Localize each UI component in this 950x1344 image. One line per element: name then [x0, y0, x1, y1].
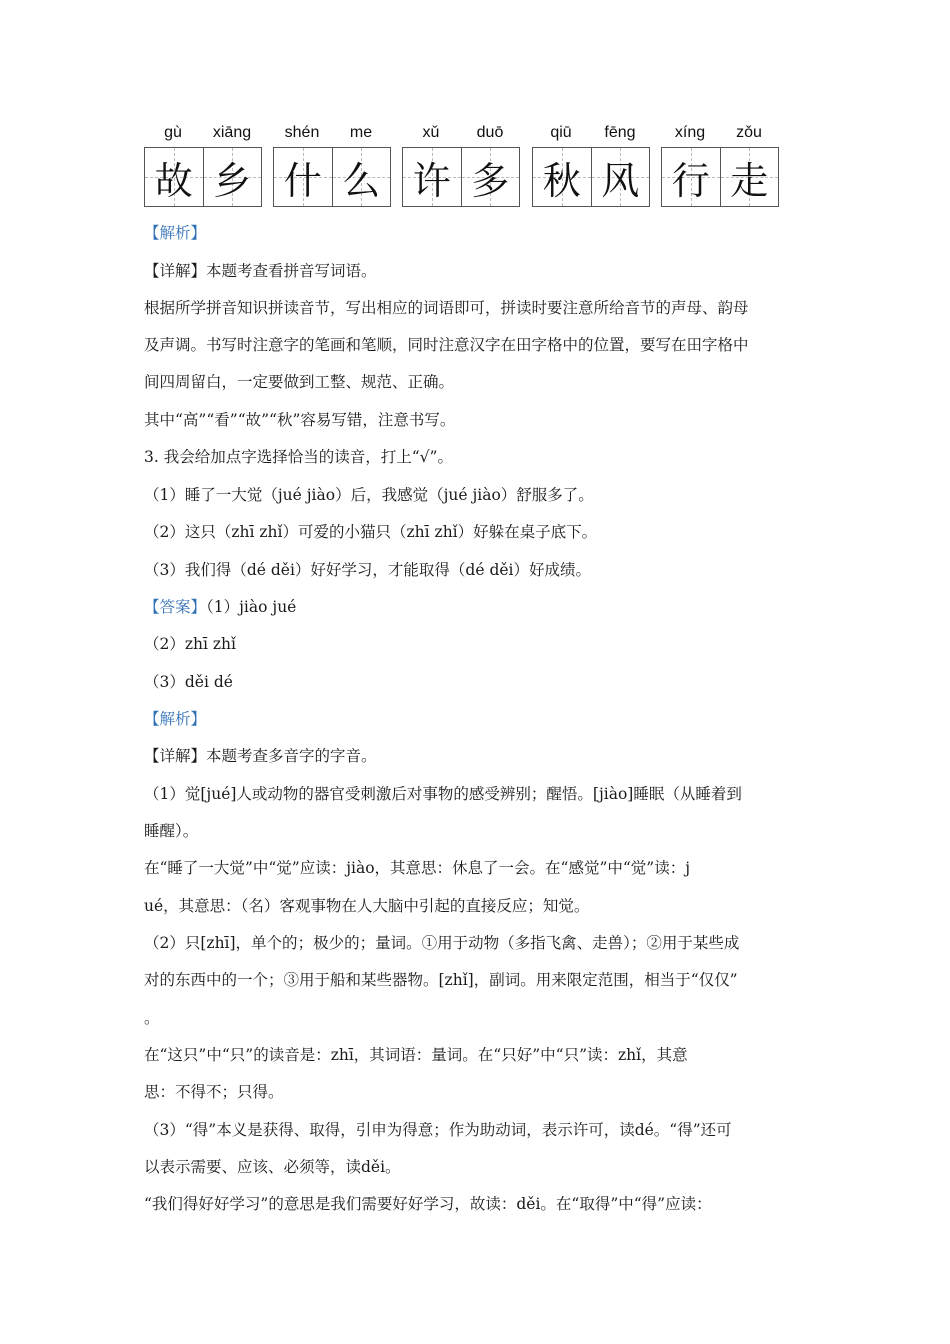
- tianzige-pair: [661, 147, 779, 207]
- line-text: 【详解】本题考查多音字的字音。: [144, 747, 377, 765]
- tianzige-cell: [274, 148, 332, 206]
- line-text: 以表示需要、应该、必须等，读děi。: [144, 1158, 401, 1176]
- text-line: [144, 1081, 814, 1103]
- line-text: （2）zhī zhǐ: [144, 635, 237, 653]
- pinyin: xǔ: [422, 124, 440, 141]
- text-line: [144, 1044, 814, 1066]
- pinyin: fēng: [604, 124, 636, 141]
- tianzige-cell: [533, 148, 591, 206]
- answer-line: [144, 596, 814, 618]
- text-line: [144, 857, 814, 879]
- text-line: [144, 222, 814, 244]
- tianzige-row: [144, 147, 784, 207]
- line-text: （2）这只（zhī zhǐ）可爱的小猫只（zhī zhǐ）好躲在桌子底下。: [144, 523, 598, 541]
- line-text: 。: [144, 1009, 160, 1027]
- text-line: [144, 297, 814, 319]
- tianzige-pair: [144, 147, 262, 207]
- line-text: 在“睡了一大觉”中“觉”应读：jiào，其意思：休息了一会。在“感觉”中“觉”读：j: [144, 859, 691, 877]
- hanzi: 许: [412, 158, 451, 203]
- pinyin: zǒu: [736, 124, 762, 141]
- text-line: [144, 559, 814, 581]
- pinyin: shén: [284, 124, 320, 141]
- line-text: 其中“高”“看”“故”“秋”容易写错，注意书写。: [144, 411, 456, 429]
- section-tag: 【解析】: [144, 710, 207, 728]
- text-line: [144, 969, 814, 991]
- line-text: （3）我们得（dé děi）好好学习，才能取得（dé děi）好成绩。: [144, 561, 592, 579]
- hanzi: 什: [283, 158, 322, 203]
- question-title: [144, 446, 814, 468]
- line-text: 对的东西中的一个；③用于船和某些器物。[zhǐ]，副词。用来限定范围，相当于“仅仅”: [144, 971, 738, 989]
- hanzi: 么: [342, 158, 381, 203]
- text-line: [144, 1119, 814, 1141]
- line-text: ué，其意思：（名）客观事物在人大脑中引起的直接反应；知觉。: [144, 897, 590, 915]
- line-text: 3. 我会给加点字选择恰当的读音，打上“√”。: [144, 448, 453, 466]
- text-line: [144, 1193, 814, 1215]
- text-line: [144, 783, 814, 805]
- hanzi: 走: [730, 158, 769, 203]
- pinyin: xiāng: [212, 124, 252, 141]
- line-text: （1）睡了一大觉（jué jiào）后，我感觉（jué jiào）舒服多了。: [144, 486, 594, 504]
- tianzige-cell: [403, 148, 461, 206]
- text-line: [144, 1156, 814, 1178]
- hanzi: 多: [471, 158, 510, 203]
- line-text: 及声调。书写时注意字的笔画和笔顺，同时注意汉字在田字格中的位置，要写在田字格中: [144, 336, 749, 354]
- line-text: （3）“得”本义是获得、取得，引申为得意；作为助动词，表示许可，读dé。“得”还可: [144, 1121, 732, 1139]
- text-line: [144, 745, 814, 767]
- tianzige-cell: [461, 148, 520, 206]
- text-line: [144, 260, 814, 282]
- text-line: [144, 708, 814, 730]
- pinyin: me: [349, 124, 373, 141]
- pinyin: qiū: [550, 124, 572, 141]
- text-line: [144, 932, 814, 954]
- tianzige-cell: [591, 148, 650, 206]
- tianzige-pair: [273, 147, 391, 207]
- tianzige-cell: [662, 148, 720, 206]
- pinyin-row: [144, 124, 784, 146]
- line-text: 根据所学拼音知识拼读音节，写出相应的词语即可，拼读时要注意所给音节的声母、韵母: [144, 299, 749, 317]
- line-text: （3）děi dé: [144, 673, 233, 691]
- tianzige-pair: [402, 147, 520, 207]
- text-line: [144, 409, 814, 431]
- line-text: “我们得好好学习”的意思是我们需要好好学习，故读：děi。在“取得”中“得”应读：: [144, 1195, 712, 1213]
- line-text: 间四周留白，一定要做到工整、规范、正确。: [144, 373, 455, 391]
- answer-line: [144, 671, 814, 693]
- tianzige-cell: [720, 148, 779, 206]
- line-text: 睡醒）。: [144, 822, 199, 840]
- text-line: [144, 484, 814, 506]
- line-text: （1）jiào jué: [206, 598, 297, 616]
- line-text: （2）只[zhī]，单个的；极少的；量词。①用于动物（多指飞禽、走兽）；②用于某些成: [144, 934, 740, 952]
- answer-line: [144, 633, 814, 655]
- hanzi: 风: [601, 158, 640, 203]
- hanzi: 乡: [213, 158, 252, 203]
- line-text: 思：不得不；只得。: [144, 1083, 284, 1101]
- section-tag: 【解析】: [144, 224, 207, 242]
- text-line: [144, 521, 814, 543]
- section-tag: 【答案】: [144, 598, 207, 616]
- hanzi: 故: [154, 158, 193, 203]
- line-text: 在“这只”中“只”的读音是：zhī，其词语：量词。在“只好”中“只”读：zhǐ，其意: [144, 1046, 688, 1064]
- tianzige-pair: [532, 147, 650, 207]
- tianzige-cell: [145, 148, 203, 206]
- pinyin: gù: [164, 124, 182, 141]
- line-text: （1）觉[jué]人或动物的器官受刺激后对事物的感受辨别；醒悟。[jiào]睡眠（从睡着到: [144, 785, 742, 803]
- text-line: [144, 371, 814, 393]
- text-line: [144, 1007, 814, 1029]
- pinyin: xíng: [674, 124, 706, 141]
- line-text: 【详解】本题考查看拼音写词语。: [144, 262, 377, 280]
- hanzi: 行: [671, 158, 710, 203]
- text-line: [144, 334, 814, 356]
- pinyin: duō: [476, 124, 504, 141]
- tianzige-cell: [332, 148, 391, 206]
- text-line: [144, 820, 814, 842]
- hanzi: 秋: [542, 158, 581, 203]
- text-line: [144, 895, 814, 917]
- tianzige-cell: [203, 148, 262, 206]
